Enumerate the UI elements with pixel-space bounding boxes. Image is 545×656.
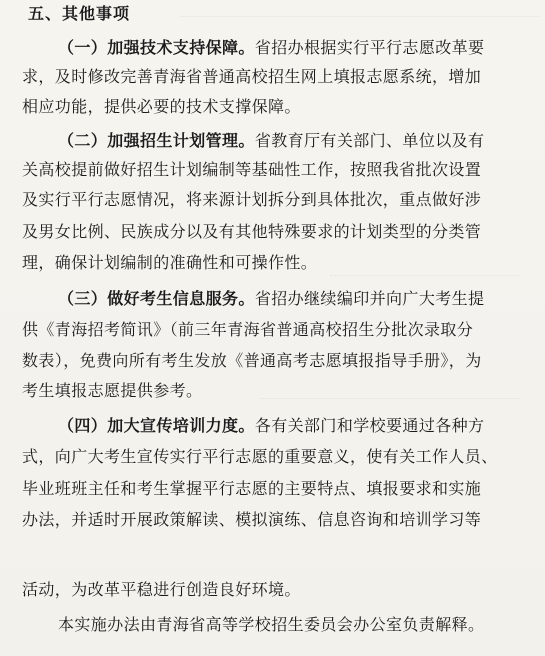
paragraph-3-line: 考生填报志愿提供参考。 — [22, 381, 203, 400]
paragraph-3-line: 数表），免费向所有考生发放《普通高考志愿填报指导手册》，为 — [22, 351, 482, 370]
paragraph-2-line: 及男女比例、民族成分以及有其他特殊要求的计划类型的分类管 — [22, 222, 482, 241]
paragraph-3-lead: （三）做好考生信息服务。 — [58, 289, 255, 308]
paragraph-4-line: 毕业班班主任和考生掌握平行志愿的主要特点、填报要求和实施 — [22, 479, 482, 498]
paragraph-4-line: 式，向广大考生宣传实行平行志愿的重要意义，使有关工作人员、 — [22, 447, 498, 466]
paragraph-2-line: 关高校提前做好招生计划编制等基础性工作，按照我省批次设置 — [22, 160, 482, 179]
paragraph-4-line: 办法，并适时开展政策解读、模拟演练、信息咨询和培训学习等 — [22, 510, 482, 529]
paragraph-4-line: 各有关部门和学校要通过各种方 — [254, 416, 485, 435]
section-title: 五、其他事项 — [28, 4, 131, 23]
bleed-through-mark — [260, 388, 520, 399]
paragraph-2-first-line — [58, 130, 484, 152]
paragraph-3-first-line — [58, 288, 484, 310]
bleed-through-mark — [180, 2, 540, 17]
paragraph-1-line: 求，及时修改完善青海省普通高校招生网上填报志愿系统，增加 — [22, 67, 482, 86]
paragraph-1-line: 相应功能，提供必要的技术支撑保障。 — [22, 97, 301, 116]
paragraph-2-line: 省教育厅有关部门、单位以及有 — [254, 131, 485, 150]
paragraph-4-first-line — [58, 415, 484, 437]
paragraph-4-line: 活动，为改革平稳进行创造良好环境。 — [22, 580, 301, 599]
paragraph-2-line: 及实行平行志愿情况，将来源计划拆分到具体批次，重点做好涉 — [22, 190, 482, 209]
bleed-through-mark — [330, 265, 520, 276]
paragraph-3-line: 省招办继续编印并向广大考生提 — [254, 289, 485, 308]
paragraph-2-line: 理，确保计划编制的准确性和可操作性。 — [22, 253, 318, 272]
paragraph-1-line: 省招办根据实行平行志愿改革要 — [254, 38, 485, 57]
paragraph-4-lead: （四）加大宣传培训力度。 — [58, 416, 255, 435]
closing-statement: 本实施办法由青海省高等学校招生委员会办公室负责解释。 — [58, 615, 485, 634]
paragraph-1-first-line — [58, 37, 484, 59]
paragraph-2-lead: （二）加强招生计划管理。 — [58, 131, 255, 150]
paragraph-3-line: 供《青海招考简讯》（前三年青海省普通高校招生分批次录取分 — [22, 320, 474, 339]
paragraph-1-lead: （一）加强技术支持保障。 — [58, 38, 255, 57]
